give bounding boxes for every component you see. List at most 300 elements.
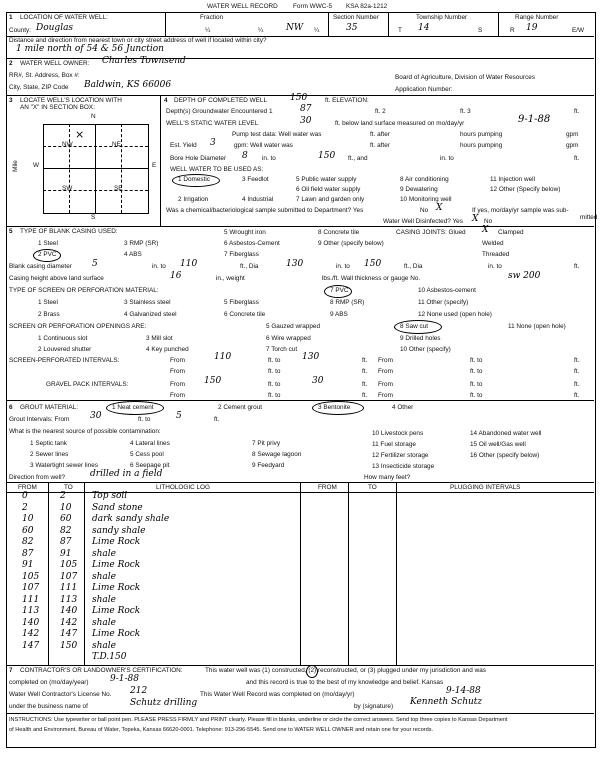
opening-continuous[interactable]: 1 Continuous slot	[38, 335, 88, 342]
casing-fiberglass[interactable]: 7 Fiberglass	[224, 251, 259, 258]
owner-label: WATER WELL OWNER:	[20, 60, 90, 67]
instructions-1: INSTRUCTIONS: Use typewriter or ball point pen. PLEASE PRESS FIRMLY and PRINT clearly. Please fill in blanks, underline or circle the correct answers. Send top three copies to Kansas Department	[9, 717, 508, 723]
log-header-lithologic: LITHOLOGIC LOG	[156, 484, 210, 491]
signature-label: by (signature)	[354, 703, 394, 710]
divider	[6, 400, 594, 401]
license-value[interactable]: 212	[130, 686, 148, 696]
diameter-ft-dia: ft., Dia	[240, 263, 259, 270]
perf-to-value[interactable]: 130	[302, 352, 320, 362]
form-number: Form WWC-5	[293, 3, 333, 10]
yield-hours: hours pumping	[460, 142, 503, 149]
divider	[165, 12, 166, 36]
grout-bentonite-circle	[312, 401, 364, 415]
screen-stainless[interactable]: 3 Stainless steel	[124, 299, 171, 306]
quarter-value[interactable]: NW	[286, 23, 304, 33]
contam-lateral[interactable]: 4 Lateral lines	[130, 440, 170, 447]
quadrant-ne: NE	[112, 141, 121, 148]
signature-value[interactable]: Kenneth Schutz	[410, 697, 483, 707]
township-t: T	[398, 27, 402, 34]
divider	[6, 713, 594, 714]
grid-line	[43, 146, 148, 147]
section-5-number: 5	[9, 228, 13, 235]
diameter-dia2[interactable]: 130	[286, 259, 304, 269]
gw-ft-2: ft. 2	[375, 108, 386, 115]
perf-from-3: From	[170, 368, 185, 375]
grout-other[interactable]: 4 Other	[392, 404, 414, 411]
diameter-ft: ft.	[574, 263, 580, 270]
groundwater-value[interactable]: 87	[300, 104, 312, 114]
log-lithology[interactable]: shale	[92, 640, 116, 651]
opening-torch[interactable]: 7 Torch cut	[266, 346, 298, 353]
perf-ft-to: ft. to	[268, 357, 281, 364]
casing-abs[interactable]: 4 ABS	[124, 251, 142, 258]
grout-ft-to: ft. to	[138, 416, 151, 423]
quarter-mark: ¼	[314, 27, 320, 34]
section-4-number: 4	[164, 97, 168, 104]
compass-s: S	[91, 214, 96, 221]
casing-label: TYPE OF BLANK CASING USED:	[20, 228, 118, 235]
gravel-ft-to: ft. to	[268, 381, 281, 388]
contam-oil[interactable]: 15 Oil well/Gas well	[470, 441, 526, 448]
yield-label: Est. Yield	[170, 142, 197, 149]
chem-x[interactable]: X	[436, 203, 443, 213]
record-value[interactable]: 9-14-88	[446, 686, 481, 696]
log-from[interactable]: 111	[22, 594, 40, 605]
log-from[interactable]: 82	[22, 537, 34, 547]
divider	[6, 226, 594, 227]
divider	[6, 58, 594, 59]
locate-x-label: AN "X" IN SECTION BOX:	[20, 104, 95, 111]
log-col-divider	[396, 482, 397, 665]
use-feedlot[interactable]: 3 Feedlot	[242, 176, 269, 183]
quarter-mark: ¼	[205, 27, 211, 34]
chem-no[interactable]: No	[420, 207, 429, 214]
log-lithology[interactable]: Top soil	[92, 491, 128, 501]
groundwater-label: Depth(s) Groundwater Encountered 1	[166, 108, 273, 115]
gravel-from: From	[170, 381, 185, 388]
contam-fuel[interactable]: 11 Fuel storage	[372, 441, 416, 448]
log-to[interactable]: 2	[60, 491, 66, 501]
log-from[interactable]: 107	[22, 583, 40, 593]
gravel-ft-4: ft.	[574, 392, 580, 399]
yield-value[interactable]: 3	[210, 138, 216, 148]
board-label: Board of Agriculture, Division of Water Resources	[395, 74, 536, 81]
log-from[interactable]: 91	[22, 560, 34, 570]
log-from[interactable]: 0	[22, 491, 28, 501]
gw-ft-3: ft. 3	[460, 108, 471, 115]
grout-neat-circle	[106, 401, 164, 415]
log-col-divider	[348, 482, 349, 665]
cert-text-1: This water well was (1) constructed, (2) reconstructed, or (3) plugged under my jurisdiction and was	[205, 667, 486, 674]
grout-cement[interactable]: 2 Cement grout	[218, 404, 263, 411]
perf-from-4: From	[378, 368, 393, 375]
use-label: WELL WATER TO BE USED AS:	[170, 166, 264, 173]
section-number-value[interactable]: 35	[346, 23, 358, 33]
gravel-from-3: From	[170, 392, 185, 399]
grout-bentonite[interactable]: 3 Bentonite	[318, 404, 351, 411]
joints-threaded[interactable]: Threaded	[482, 251, 510, 258]
range-value[interactable]: 19	[526, 23, 538, 33]
direction-label: Direction from well?	[9, 474, 66, 481]
screen-pvc-circle	[324, 285, 352, 298]
log-from[interactable]: 113	[22, 606, 40, 616]
static-rest: ft. below land surface measured on mo/day/yr	[335, 120, 465, 127]
grid-line	[121, 124, 122, 213]
use-domestic[interactable]: 1 Domestic	[178, 176, 210, 183]
opening-drilled[interactable]: 9 Drilled holes	[400, 335, 441, 342]
opening-key[interactable]: 4 Key punched	[146, 346, 189, 353]
log-to[interactable]: 60	[60, 514, 72, 524]
section-2-number: 2	[9, 60, 13, 67]
section-1-number: 1	[9, 14, 13, 21]
gravel-from-value[interactable]: 150	[204, 376, 222, 386]
casing-asbestos[interactable]: 6 Asbestos-Cement	[224, 240, 280, 247]
log-to[interactable]: 113	[60, 594, 78, 605]
log-lithology[interactable]: shale	[92, 571, 116, 582]
screen-abs[interactable]: 9 ABS	[330, 311, 348, 318]
grid-line	[43, 168, 148, 169]
log-from[interactable]: 10	[22, 514, 34, 524]
location-label: LOCATION OF WATER WELL:	[20, 14, 108, 21]
casing-pvc-circle	[33, 249, 61, 262]
log-lithology[interactable]: dark sandy shale	[92, 514, 170, 524]
use-monitoring[interactable]: 10 Monitoring well	[400, 196, 452, 203]
perf-label: SCREEN-PERFORATED INTERVALS:	[9, 357, 120, 364]
divider	[6, 665, 594, 666]
owner-value[interactable]: Charles Townsend	[102, 56, 186, 66]
range-number-label: Range Number	[515, 14, 559, 21]
how-many-feet: How many feet?	[364, 474, 411, 481]
gauge-value[interactable]: sw 200	[508, 271, 541, 281]
perf-ft-3: ft.	[362, 368, 368, 375]
casing-steel[interactable]: 1 Steel	[38, 240, 58, 247]
contam-fertilizer[interactable]: 12 Fertilizer storage	[372, 452, 429, 459]
casing-rmp[interactable]: 3 RMP (SR)	[124, 240, 159, 247]
log-to[interactable]: 147	[60, 629, 78, 639]
contam-insecticide[interactable]: 13 Insecticide storage	[372, 463, 435, 470]
bore-in-to: in. to	[262, 155, 276, 162]
bore-to-value[interactable]: 150	[318, 151, 336, 161]
gravel-ft-to-4: ft. to	[470, 392, 483, 399]
gravel-ft-3: ft.	[362, 392, 368, 399]
static-date[interactable]: 9-1-88	[518, 114, 551, 125]
disinfected-label: Water Well Disinfected? Yes	[383, 218, 463, 225]
log-lithology[interactable]: Lime Rock	[92, 560, 141, 570]
joints-welded[interactable]: Welded	[482, 240, 504, 247]
opening-mill[interactable]: 3 Mill slot	[146, 335, 173, 342]
address-label: RR#, St. Address, Box #:	[9, 72, 80, 79]
diameter-ft-dia-2: ft., Dia	[404, 263, 423, 270]
perf-ft: ft.	[362, 357, 368, 364]
bore-in-to-2: in. to	[440, 155, 454, 162]
joints-clamped[interactable]: Clamped	[498, 229, 524, 236]
log-header-from-2: FROM	[318, 484, 337, 491]
business-value[interactable]: Schutz drilling	[130, 698, 198, 708]
static-value[interactable]: 30	[300, 116, 312, 126]
screen-rmp[interactable]: 8 RMP (SR)	[330, 299, 365, 306]
bore-ft: ft.	[574, 155, 580, 162]
depth-value[interactable]: 150	[290, 93, 308, 103]
height-label: Casing height above land surface	[9, 275, 104, 282]
log-col-divider	[84, 482, 85, 665]
log-to[interactable]: 111	[60, 583, 78, 593]
log-lithology[interactable]: shale	[92, 548, 116, 559]
diameter-in-to-3: in. to	[488, 263, 502, 270]
contam-watertight[interactable]: 3 Watertight sewer lines	[30, 462, 98, 469]
perf-ft-2: ft.	[574, 357, 580, 364]
static-label: WELL'S STATIC WATER LEVEL	[166, 120, 259, 127]
direction-value[interactable]: drilled in a field	[90, 469, 163, 479]
grout-label: GROUT MATERIAL:	[20, 404, 78, 411]
log-to[interactable]: 107	[60, 571, 78, 582]
quarter-mark: ¼	[258, 27, 264, 34]
cert-text-2: and this record is true to the best of my knowledge and belief. Kansas	[246, 679, 444, 686]
quadrant-nw: NW	[62, 141, 73, 148]
height-value[interactable]: 16	[170, 271, 182, 281]
opening-none[interactable]: 11 None (open hole)	[508, 323, 566, 330]
opening-saw-cut-circle	[394, 320, 442, 334]
log-to[interactable]: 150	[60, 640, 78, 651]
perf-ft-to-3: ft. to	[268, 368, 281, 375]
application-label: Application Number:	[395, 86, 453, 93]
log-lithology[interactable]: T.D.150	[92, 652, 127, 662]
contam-abandoned[interactable]: 14 Abandoned water well	[470, 430, 542, 437]
log-header-plugging: PLUGGING INTERVALS	[450, 484, 521, 491]
opening-wire[interactable]: 6 Wire wrapped	[266, 335, 311, 342]
gravel-ft-to-2: ft. to	[470, 381, 483, 388]
screen-other[interactable]: 11 Other (specify)	[418, 299, 469, 306]
screen-steel[interactable]: 1 Steel	[38, 299, 58, 306]
height-lbs: lbs./ft. Wall thickness or gauge No.	[322, 275, 421, 282]
fraction-label: Fraction	[200, 14, 224, 21]
use-lawn[interactable]: 7 Lawn and garden only	[296, 196, 365, 203]
use-other[interactable]: 12 Other (Specify below)	[490, 186, 561, 193]
pump-hours: hours pumping	[460, 131, 503, 138]
grout-to-value[interactable]: 5	[176, 411, 182, 421]
opening-saw-cut[interactable]: 8 Saw cut	[400, 323, 429, 330]
city-label: City, State, ZIP Code	[9, 84, 69, 91]
township-value[interactable]: 14	[418, 23, 430, 33]
chem-mitted: mitted	[580, 214, 598, 221]
distance-value[interactable]: 1 mile north of 54 & 56 Junction	[16, 44, 164, 54]
distance-label: Distance and direction from nearest town or city street address of well if located within city?	[9, 37, 267, 44]
contam-cess[interactable]: 5 Cess pool	[130, 451, 164, 458]
instructions-2: of Health and Environment, Bureau of Water, Topeka, Kansas 66620-0001. Telephone: 913-296-5545. Send one to WATER WELL OWNER and retain one for your records.	[9, 727, 434, 733]
pump-ft-after: ft. after	[370, 131, 390, 138]
record-label: This Water Well Record was completed on (mo/day/yr)	[200, 691, 355, 698]
business-label: under the business name of	[9, 703, 88, 710]
opening-gauzed[interactable]: 5 Gauzed wrapped	[266, 323, 321, 330]
contam-septic[interactable]: 1 Septic tank	[30, 440, 67, 447]
screen-asbestos[interactable]: 10 Asbestos-cement	[418, 287, 476, 294]
bore-value[interactable]: 8	[242, 151, 248, 161]
joints-x[interactable]: X	[482, 225, 489, 235]
bore-ft-and: ft., and	[348, 155, 368, 162]
opening-louvered[interactable]: 2 Louvered shutter	[38, 346, 92, 353]
log-lithology[interactable]: sandy shale	[92, 525, 146, 536]
cert-constructed-circle	[306, 665, 318, 678]
gw-ft: ft.	[574, 108, 580, 115]
chem-if-yes: If yes, mo/day/yr sample was sub-	[472, 207, 569, 214]
elevation-label: ft. ELEVATION:	[325, 97, 369, 104]
log-from[interactable]: 140	[22, 617, 40, 628]
contam-feedyard[interactable]: 9 Feedyard	[252, 462, 285, 469]
divider	[160, 95, 161, 226]
gravel-ft-to-3: ft. to	[268, 392, 281, 399]
log-header-from: FROM	[18, 484, 37, 491]
compass-w: W	[33, 162, 40, 169]
yield-gpm: gpm: Well water was	[234, 142, 293, 149]
chem-label: Was a chemical/bacteriological sample submitted to Department? Yes	[166, 207, 364, 214]
disinfected-no[interactable]: No	[484, 218, 493, 225]
log-header-to: TO	[64, 484, 73, 491]
casing-pvc[interactable]: 2 PVC	[38, 251, 57, 258]
diameter-to[interactable]: 110	[180, 259, 198, 269]
log-to[interactable]: 87	[60, 537, 72, 547]
log-lithology[interactable]: Lime Rock	[92, 606, 141, 616]
contam-other[interactable]: 16 Other (specify below)	[470, 452, 540, 459]
screen-none[interactable]: 12 None used (open hole)	[418, 311, 492, 318]
township-s: S	[478, 27, 483, 34]
section-3-number: 3	[9, 97, 13, 104]
log-to[interactable]: 91	[60, 548, 72, 559]
quadrant-sw: SW	[62, 185, 73, 192]
screen-concrete[interactable]: 6 Concrete tile	[224, 311, 266, 318]
gravel-from-4: From	[378, 392, 393, 399]
county-label: County:	[9, 27, 32, 34]
use-injection[interactable]: 11 Injection well	[490, 176, 535, 183]
log-to[interactable]: 105	[60, 560, 78, 570]
log-to[interactable]: 142	[60, 617, 78, 628]
log-lithology[interactable]: Lime Rock	[92, 629, 141, 639]
log-lithology[interactable]: Lime Rock	[92, 583, 141, 593]
casing-concrete[interactable]: 8 Concrete tile	[318, 229, 360, 236]
completed-value[interactable]: 9-1-88	[110, 674, 139, 684]
use-domestic-circle	[172, 174, 220, 187]
pump-gpm: gpm	[566, 131, 579, 138]
log-to[interactable]: 10	[60, 502, 72, 513]
gravel-to-value[interactable]: 30	[312, 376, 324, 386]
grout-ft-from: ft.	[214, 416, 220, 423]
divider	[388, 12, 389, 36]
compass-n: N	[91, 113, 96, 120]
contam-pit[interactable]: 7 Pit privy	[252, 440, 281, 447]
log-from[interactable]: 87	[22, 548, 34, 559]
use-irrigation[interactable]: 2 Irrigation	[178, 196, 209, 203]
contam-livestock[interactable]: 10 Livestock pens	[372, 430, 424, 437]
log-from[interactable]: 105	[22, 571, 40, 582]
section-grid[interactable]	[43, 124, 149, 214]
divider	[328, 12, 329, 36]
city-value[interactable]: Baldwin, KS 66006	[84, 80, 172, 90]
opening-other[interactable]: 10 Other (specify)	[400, 346, 451, 353]
use-dewatering[interactable]: 9 Dewatering	[400, 186, 438, 193]
mile-label: Mile	[11, 160, 19, 172]
well-location-x[interactable]: ×	[75, 128, 85, 141]
gravel-ft: ft.	[362, 381, 368, 388]
screen-fiberglass[interactable]: 5 Fiberglass	[224, 299, 259, 306]
bore-label: Bore Hole Diameter	[170, 155, 227, 162]
perf-from-2: From	[378, 357, 393, 364]
grid-line	[69, 124, 70, 213]
openings-label: SCREEN OR PERFORATION OPENINGS ARE:	[9, 323, 147, 330]
use-oilfield[interactable]: 6 Oil field water supply	[296, 186, 361, 193]
perf-ft-4: ft.	[574, 368, 580, 375]
ksa-number: KSA 82a-1212	[346, 3, 388, 10]
height-in-weight: in., weight	[216, 275, 245, 282]
gravel-label: GRAVEL PACK INTERVALS:	[46, 381, 129, 388]
diameter-label: Blank casing diameter	[9, 263, 72, 270]
yield-ft-after: ft. after	[370, 142, 390, 149]
grout-from-value[interactable]: 30	[90, 411, 102, 421]
joints-label: CASING JOINTS: Glued	[396, 229, 466, 236]
section-6-number: 6	[9, 404, 13, 411]
perf-ft-to-2: ft. to	[470, 357, 483, 364]
diameter-dia2-to[interactable]: 150	[364, 259, 382, 269]
log-header-to-2: TO	[368, 484, 377, 491]
log-from[interactable]: 2	[22, 502, 28, 513]
screen-label: TYPE OF SCREEN OR PERFORATION MATERIAL:	[9, 287, 159, 294]
casing-wrought[interactable]: 5 Wrought iron	[224, 229, 266, 236]
log-from[interactable]: 60	[22, 525, 34, 536]
perf-ft-to-4: ft. to	[470, 368, 483, 375]
casing-other[interactable]: 9 Other (specify below)	[318, 240, 384, 247]
completed-label: completed on (mo/day/year)	[9, 679, 89, 686]
log-lithology[interactable]: Lime Rock	[92, 537, 141, 547]
screen-galvanized[interactable]: 4 Galvanized steel	[124, 311, 177, 318]
quadrant-se: SE	[114, 185, 123, 192]
yield-gpm-end: gpm	[566, 142, 579, 149]
perf-from-value[interactable]: 110	[214, 352, 232, 362]
diameter-value[interactable]: 5	[92, 259, 98, 269]
pump-label: Pump test data: Well water was	[232, 131, 322, 138]
license-label: Water Well Contractor's License No.	[9, 691, 112, 698]
grid-line	[43, 190, 148, 191]
depth-label: DEPTH OF COMPLETED WELL	[174, 97, 268, 104]
log-to[interactable]: 82	[60, 525, 72, 536]
contam-lagoon[interactable]: 8 Sewage lagoon	[252, 451, 302, 458]
contam-sewer[interactable]: 2 Sewer lines	[30, 451, 69, 458]
use-air[interactable]: 8 Air conditioning	[400, 176, 449, 183]
log-lithology[interactable]: shale	[92, 617, 116, 628]
compass-e: E	[152, 162, 157, 169]
gravel-ft-2: ft.	[574, 381, 580, 388]
log-lithology[interactable]: Sand stone	[92, 502, 143, 513]
divider	[498, 12, 499, 36]
perf-from: From	[170, 357, 185, 364]
use-public[interactable]: 5 Public water supply	[296, 176, 357, 183]
log-lithology[interactable]: shale	[92, 594, 116, 605]
cert-label: CONTRACTOR'S OR LANDOWNER'S CERTIFICATION:	[20, 667, 183, 674]
log-from[interactable]: 147	[22, 640, 40, 651]
screen-pvc[interactable]: 7 PVC	[330, 287, 349, 294]
disinfected-x[interactable]: X	[472, 214, 479, 224]
township-number-label: Township Number	[416, 14, 468, 21]
grout-neat[interactable]: 1 Neat cement	[112, 404, 154, 411]
screen-brass[interactable]: 2 Brass	[38, 311, 60, 318]
log-col-divider	[48, 482, 49, 665]
contam-seepage[interactable]: 6 Seepage pit	[130, 462, 170, 469]
diameter-in-to-2: in. to	[336, 263, 350, 270]
county-value[interactable]: Douglas	[36, 23, 74, 33]
log-to[interactable]: 140	[60, 606, 78, 616]
contam-label: What is the nearest source of possible contamination:	[9, 428, 161, 435]
log-from[interactable]: 142	[22, 629, 40, 639]
use-industrial[interactable]: 4 Industrial	[242, 196, 274, 203]
locate-label: LOCATE WELL'S LOCATION WITH	[20, 97, 122, 104]
section-7-number: 7	[9, 667, 13, 674]
range-ew: E/W	[572, 27, 585, 34]
